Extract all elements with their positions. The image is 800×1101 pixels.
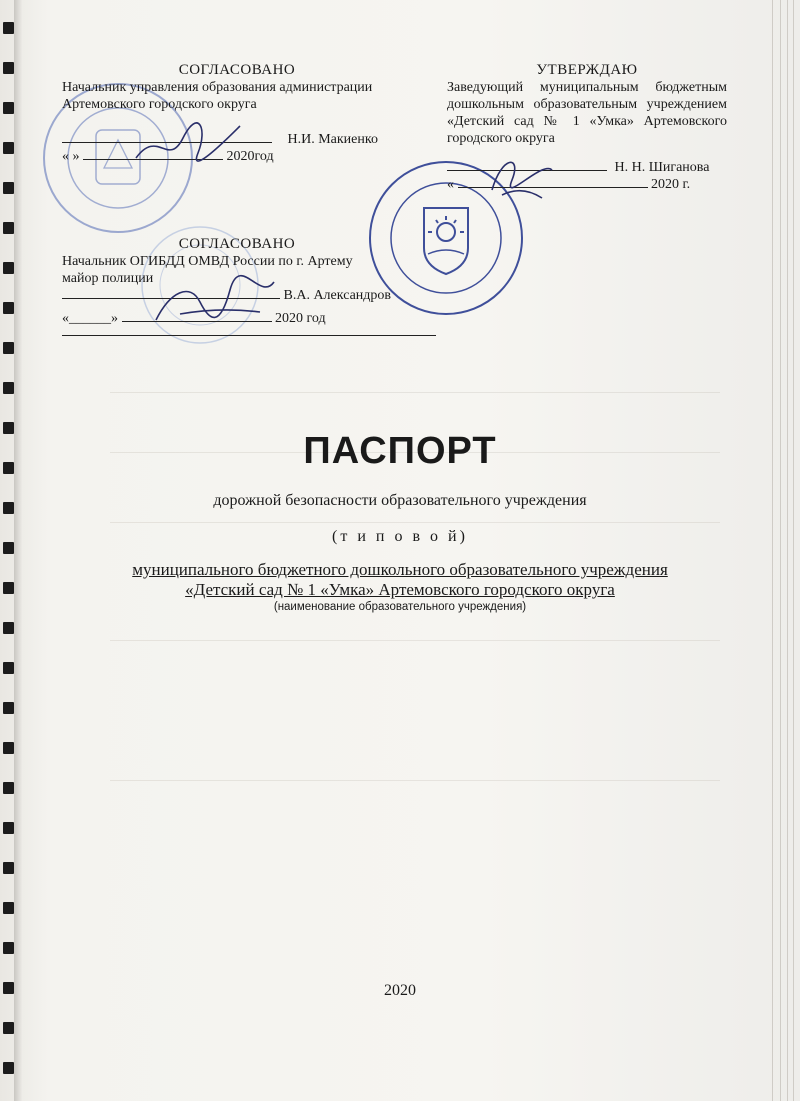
signature-1 [128, 118, 248, 173]
approve-year: 2020 г. [651, 177, 691, 192]
approval-date-line-2: «______» 2020 год [62, 311, 326, 326]
institution-name-line-2: «Детский сад № 1 «Умка» Артемовского городского округа [185, 580, 615, 599]
approval-date-line-1: « » 2020год [62, 149, 274, 164]
separator-line [62, 335, 436, 336]
signature-3 [150, 272, 280, 332]
approval-name-2: В.А. Александров [283, 288, 392, 303]
approve-position: Заведующий муниципальным бюджетным дошкольным образовательным учреждением «Детский сад № 1 «Умка» Артемовского городского округа [447, 80, 727, 146]
approve-date-line: « 2020 г. [447, 177, 691, 192]
approval-year-2: 2020 год [275, 311, 326, 326]
approval-heading-1: СОГЛАСОВАНО [178, 62, 296, 78]
subtitle: дорожной безопасности образовательного учреждения [213, 492, 587, 509]
institution-name-line-1: муниципального бюджетного дошкольного образовательного учреждения [132, 560, 668, 579]
approval-year-1: 2020год [226, 149, 274, 164]
approval-position-2: Начальник ОГИБДД ОМВД России по г. Артему [62, 254, 353, 269]
approve-heading: УТВЕРЖДАЮ [536, 62, 638, 78]
approval-position-1: Начальник управления образования администрации Артемовского городского округа [62, 80, 373, 112]
type-label: (т и п о в о й) [332, 528, 468, 545]
approve-name: Н. Н. Шиганова [614, 160, 710, 175]
approval-name-1: Н.И. Макиенко [287, 132, 378, 147]
approval-rank-2: майор полиции [62, 271, 154, 286]
approval-heading-2: СОГЛАСОВАНО [178, 236, 296, 252]
document-title: ПАСПОРТ [303, 430, 497, 472]
institution-caption: (наименование образовательного учреждения) [273, 601, 527, 613]
document-year: 2020 [384, 982, 416, 999]
signature-2 [482, 150, 562, 205]
